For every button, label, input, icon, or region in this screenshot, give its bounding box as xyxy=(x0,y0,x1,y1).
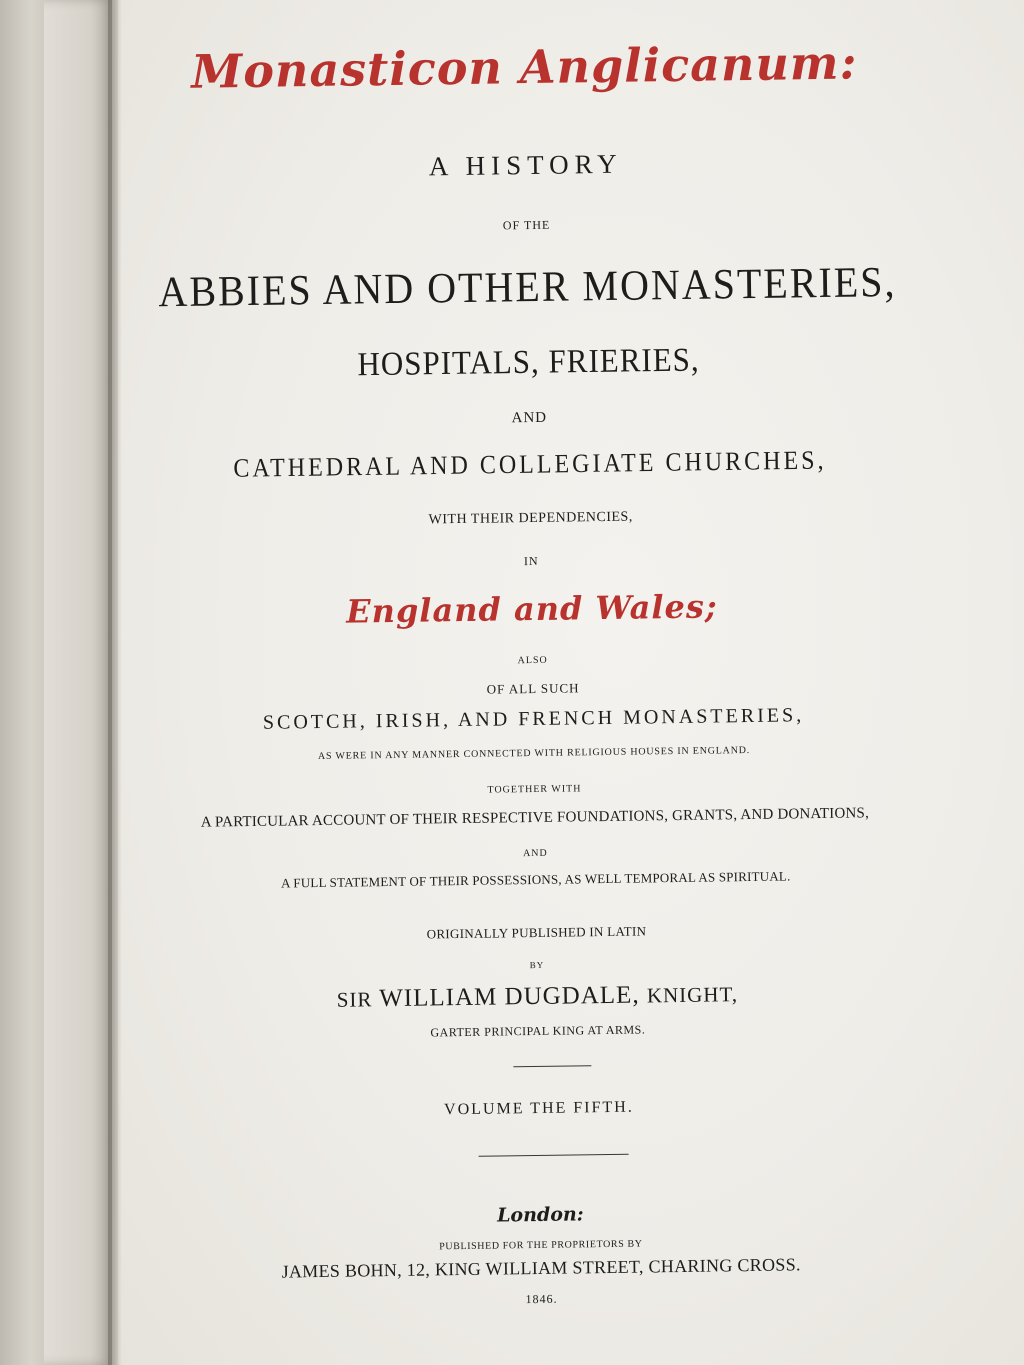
by-line: BY xyxy=(529,959,545,971)
author-honorific: SIR xyxy=(336,987,373,1012)
scotch-line: SCOTCH, IRISH, AND FRENCH MONASTERIES, xyxy=(262,704,805,734)
and-line-2: AND xyxy=(522,847,548,860)
with-their-line: WITH THEIR DEPENDENCIES, xyxy=(428,509,633,528)
of-all-such-line: OF ALL SUCH xyxy=(486,680,580,697)
subtitle: A HISTORY xyxy=(428,148,623,182)
author-line xyxy=(122,977,952,1017)
book-title: Monasticon Anglicanum: xyxy=(190,35,858,99)
as-were-line: AS WERE IN ANY MANNER CONNECTED WITH RELIGIOUS HOUSES IN ENGLAND. xyxy=(317,744,751,763)
published-for-line: PUBLISHED FOR THE PROPRIETORS BY xyxy=(439,1238,643,1253)
year-line: 1846. xyxy=(525,1291,558,1307)
particular-account-line: A PARTICULAR ACCOUNT OF THEIR RESPECTIVE FOUNDATIONS, GRANTS, AND DONATIONS, xyxy=(200,805,870,831)
hospitals-line: HOSPITALS, FRIERIES, xyxy=(357,340,700,383)
divider-rule-1 xyxy=(513,1065,591,1067)
originally-published-line: ORIGINALLY PUBLISHED IN LATIN xyxy=(426,923,647,942)
also-line: ALSO xyxy=(517,654,548,667)
and-line-1: AND xyxy=(511,409,548,427)
in-line: IN xyxy=(523,553,539,569)
volume-line: VOLUME THE FIFTH. xyxy=(443,1098,634,1119)
author-rank: KNIGHT, xyxy=(646,982,739,1008)
of-the-line: OF THE xyxy=(502,217,551,233)
main-heading: ABBIES AND OTHER MONASTERIES, xyxy=(158,257,897,316)
full-statement-line: A FULL STATEMENT OF THEIR POSSESSIONS, AS WELL TEMPORAL AS SPIRITUAL. xyxy=(280,868,791,891)
imprint-city: London: xyxy=(496,1203,584,1227)
left-page-edge xyxy=(0,0,44,1365)
england-wales: England and Wales; xyxy=(345,587,718,631)
author-office-line: GARTER PRINCIPAL KING AT ARMS. xyxy=(430,1022,646,1040)
title-page-text xyxy=(109,0,958,1365)
publisher-line: JAMES BOHN, 12, KING WILLIAM STREET, CHARING CROSS. xyxy=(281,1254,801,1282)
cathedral-line: CATHEDRAL AND COLLEGIATE CHURCHES, xyxy=(233,446,827,484)
divider-rule-2 xyxy=(479,1154,629,1157)
together-with-line: TOGETHER WITH xyxy=(487,783,582,796)
author-name: WILLIAM DUGDALE, xyxy=(379,981,640,1013)
